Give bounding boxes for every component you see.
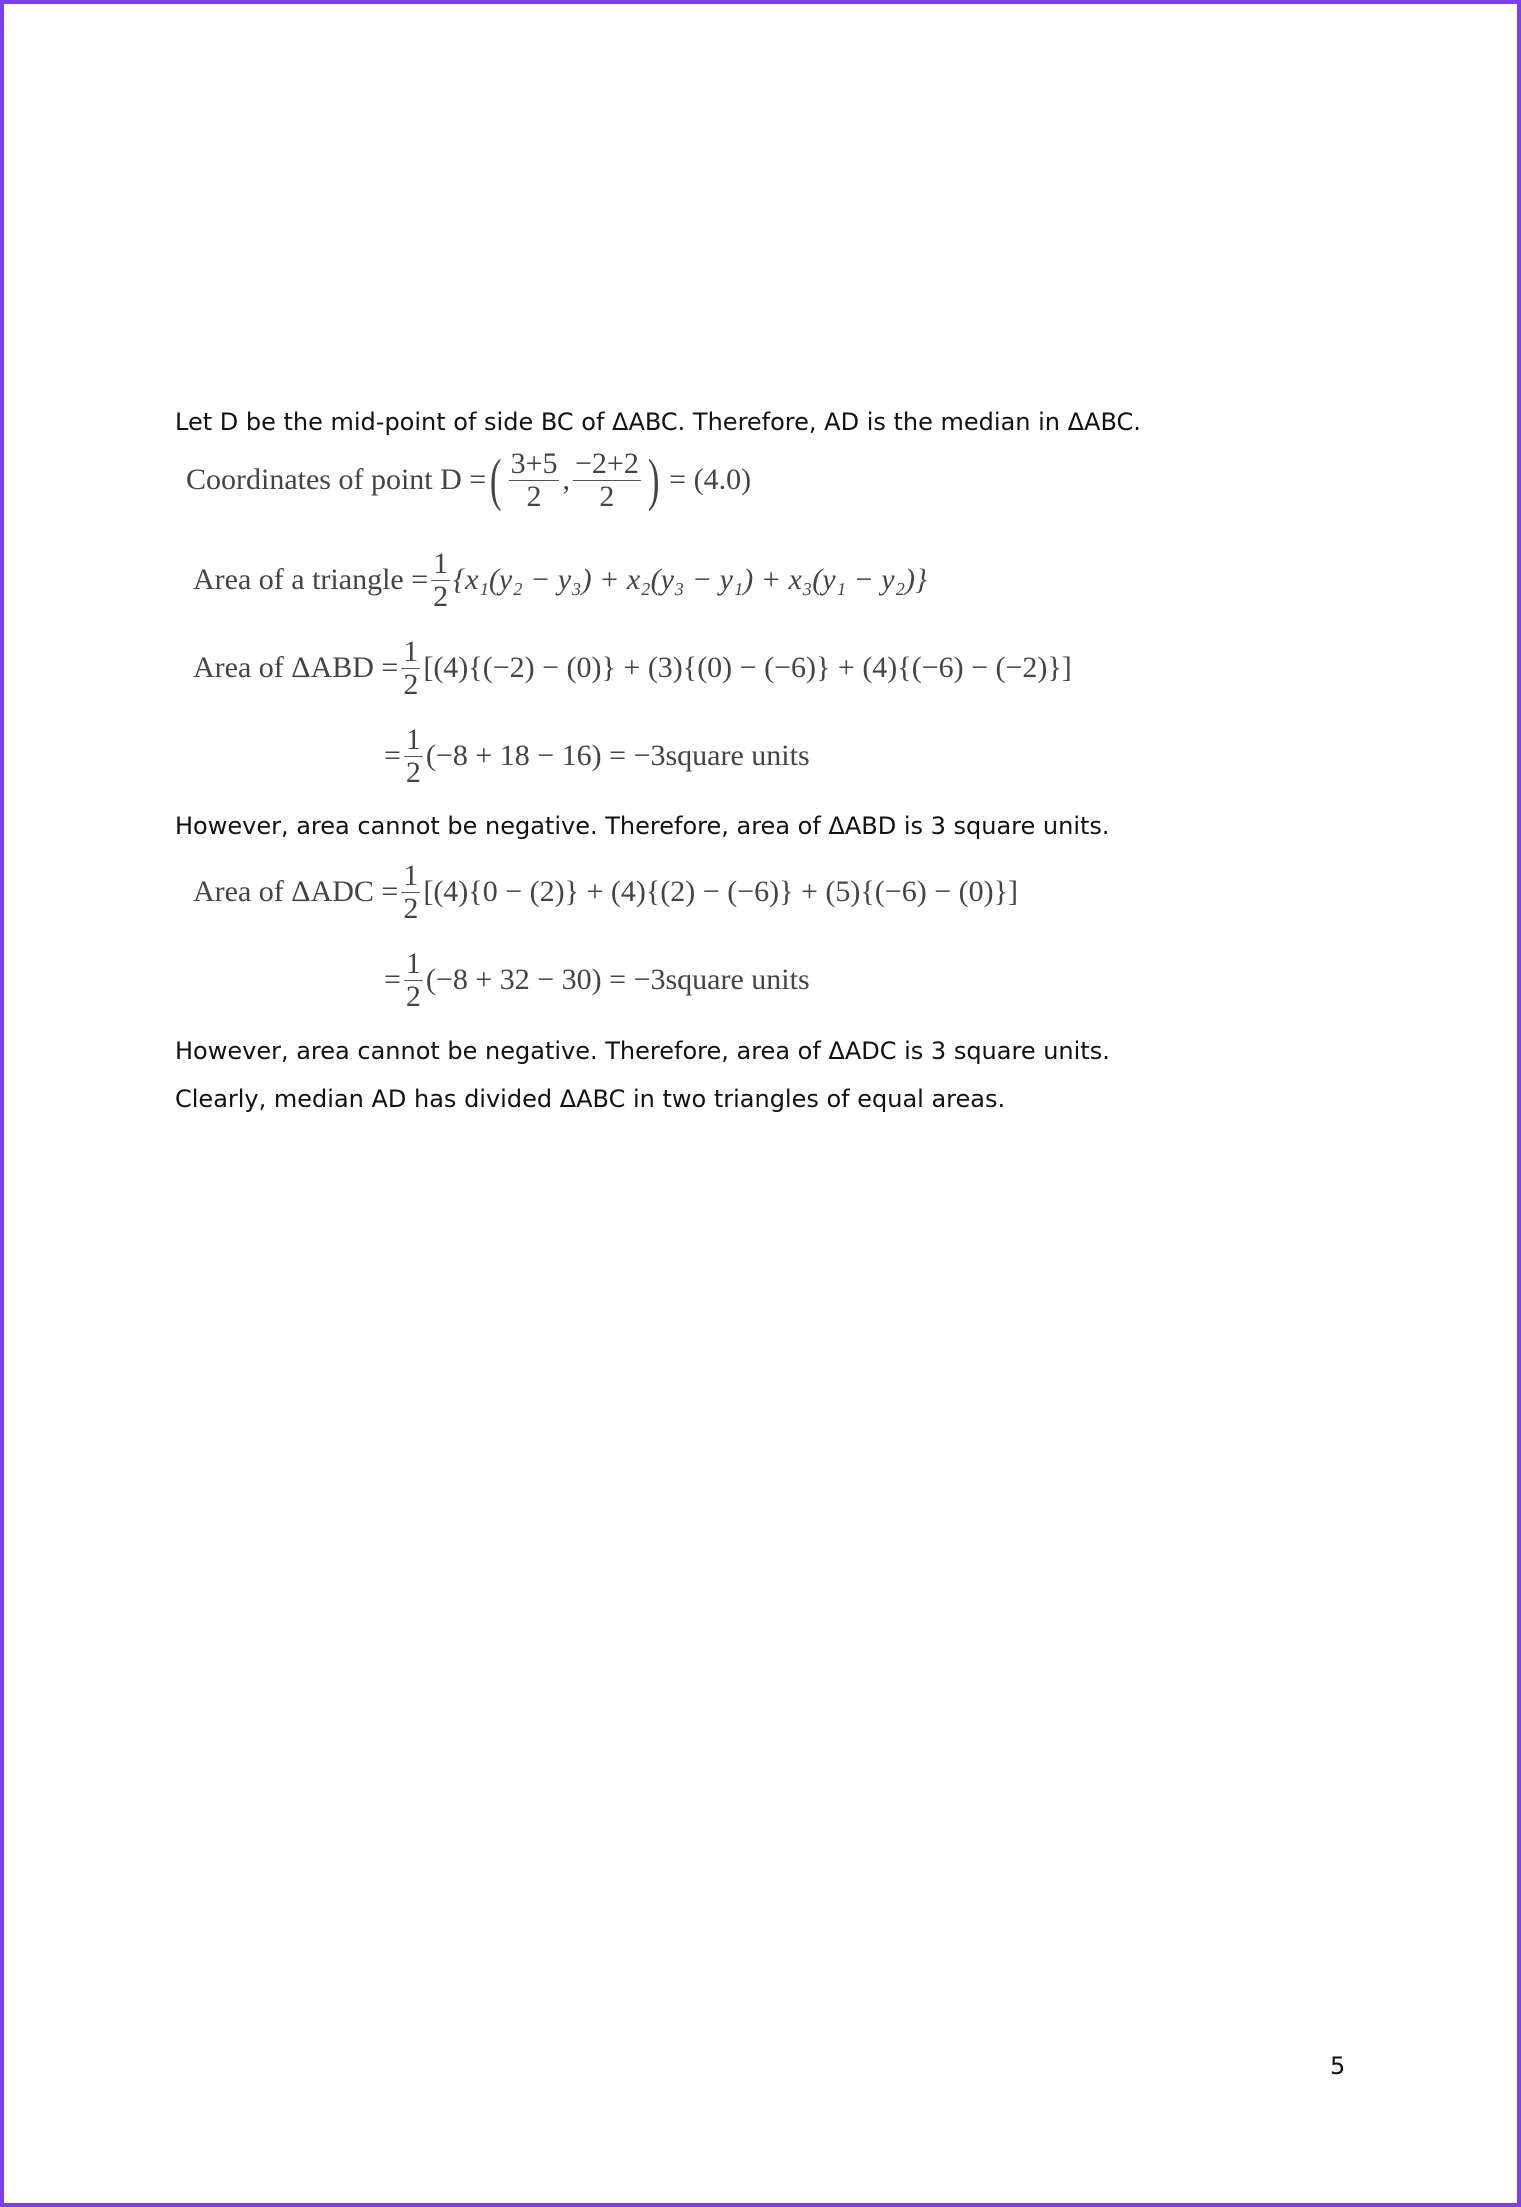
area-abd-result: = $\frac{1}{2}$ (−8 + 18 − 16) = −3square units	[384, 723, 810, 789]
area-formula-equation: Area of a triangle = $\frac{1}{2}$ {x₁(y₂ − y₃) + x₂(y₃ − y₁) + x₃(y₁ − y₂)}	[193, 547, 928, 613]
eq-label: Coordinates of point D =	[186, 463, 487, 496]
page-number: 5	[1330, 2052, 1346, 2080]
intro-paragraph: Let D be the mid-point of side BC of ΔABC. Therefore, AD is the median in ΔABC.	[175, 408, 1141, 436]
adc-note-paragraph: However, area cannot be negative. Therefore, area of ΔADC is 3 square units.	[175, 1037, 1110, 1065]
conclusion-paragraph: Clearly, median AD has divided ΔABC in two triangles of equal areas.	[175, 1085, 1006, 1113]
coordinates-equation: Coordinates of point D = ( $\frac{3+5}{2}$ , $\frac{-2+2}{2}$ ) = (4.0)	[186, 447, 752, 513]
abd-note-paragraph: However, area cannot be negative. Therefore, area of ΔABD is 3 square units.	[175, 812, 1110, 840]
fraction: $\frac{-2+2}{2}$	[574, 447, 639, 513]
fraction: $\frac{3+5}{2}$	[510, 447, 558, 513]
area-abd-equation: Area of ΔABD = $\frac{1}{2}$ [(4){(−2) − (0)} + (3){(0) − (−6)} + (4){(−6) − (−2)}]	[193, 635, 1072, 701]
area-adc-result: = $\frac{1}{2}$ (−8 + 32 − 30) = −3square units	[384, 947, 810, 1013]
area-adc-equation: Area of ΔADC = $\frac{1}{2}$ [(4){0 − (2)} + (4){(2) − (−6)} + (5){(−6) − (0)}]	[193, 859, 1018, 925]
